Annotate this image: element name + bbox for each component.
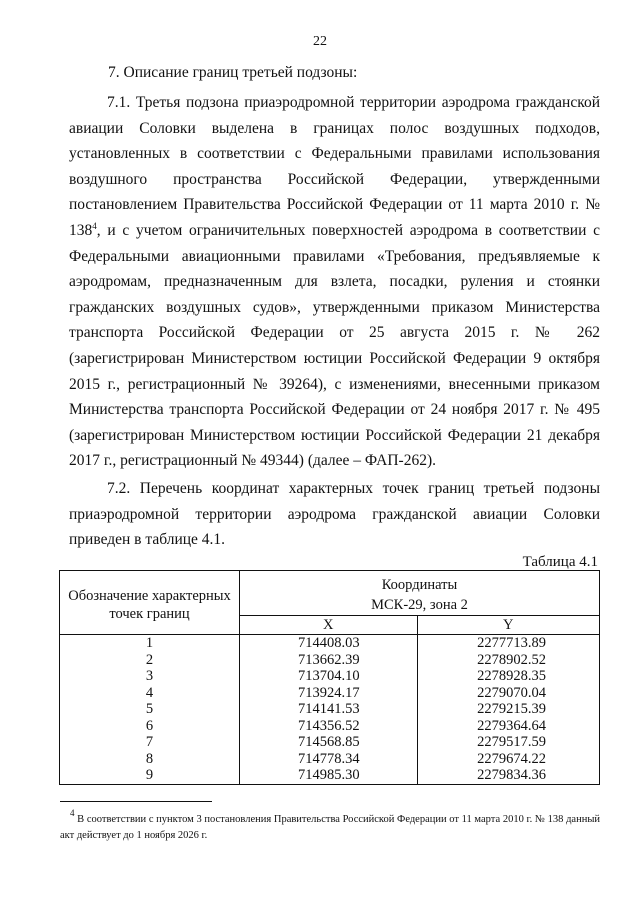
coord-y: 2279070.04 — [417, 685, 599, 702]
coord-y: 2279674.22 — [417, 751, 599, 768]
footnote-text: В соответствии с пунктом 3 постановления Правительства Российской Федерации от 11 марта 2010 г. № 138 данный акт действует до 1 ноября 2026 г. — [60, 814, 600, 841]
coord-x: 714408.03 — [240, 635, 418, 652]
header-coordinates — [240, 571, 600, 616]
paragraph-7-1-text-b: , и с учетом ограничительных поверхностей аэродрома в соответствии с Федеральными авиационными правилами «Требования, предъявляемые к аэродромам, предназначенным для взлета, посадки, руления и стоянки гражданских воздушных судов», утвержденными приказом Министерства транспорта Российской Федерации от 25 августа 2015 г. № 262 (зарегистрирован Министерством юстиции Российской Федерации 9 октября 2015 г., регистрационный № 39264), с изменениями, внесенными приказом Министерства транспорта Российской Федерации от 24 ноября 2017 г. № 495 (зарегистрирован Министерством юстиции Российской Федерации 21 декабря 2017 г., регистрационный № 49344) (далее – ФАП-262). — [69, 221, 600, 470]
header-points: Обозначение характерных точек границ — [60, 571, 240, 635]
section-title: 7. Описание границ третьей подзоны: — [108, 64, 358, 81]
coord-y: 2279364.64 — [417, 718, 599, 735]
table-row — [60, 685, 600, 702]
point-number: 3 — [60, 668, 240, 685]
table-row — [60, 652, 600, 669]
table-row — [60, 701, 600, 718]
coordinates-table — [59, 570, 600, 785]
paragraph-7-1 — [69, 90, 600, 474]
coord-y: 2278928.35 — [417, 668, 599, 685]
table-caption: Таблица 4.1 — [522, 554, 598, 570]
point-number: 8 — [60, 751, 240, 768]
coord-x: 714356.52 — [240, 718, 418, 735]
coord-x: 714141.53 — [240, 701, 418, 718]
footnote — [60, 808, 600, 844]
coord-y: 2277713.89 — [417, 635, 599, 652]
point-number: 9 — [60, 767, 240, 784]
table-row — [60, 635, 600, 652]
point-number: 7 — [60, 734, 240, 751]
coord-x: 713704.10 — [240, 668, 418, 685]
point-number: 6 — [60, 718, 240, 735]
coord-x: 713662.39 — [240, 652, 418, 669]
table-row — [60, 734, 600, 751]
header-coordinates-line2: МСК-29, зона 2 — [371, 597, 468, 613]
coord-y: 2279215.39 — [417, 701, 599, 718]
table-row — [60, 767, 600, 784]
footnote-mark: 4 — [70, 808, 75, 818]
coord-y: 2279834.36 — [417, 767, 599, 784]
paragraph-7-2: 7.2. Перечень координат характерных точек границ третьей подзоны приаэродромной территории аэродрома гражданской авиации Соловки приведен в таблице 4.1. — [69, 480, 600, 549]
point-number: 4 — [60, 685, 240, 702]
coord-x: 714778.34 — [240, 751, 418, 768]
page-number: 22 — [313, 34, 327, 49]
table-row — [60, 668, 600, 685]
header-y: Y — [417, 616, 599, 635]
coord-x: 714568.85 — [240, 734, 418, 751]
coord-x: 714985.30 — [240, 767, 418, 784]
paragraph-7-1-text-a: 7.1. Третья подзона приаэродромной территории аэродрома гражданской авиации Соловки выделена в границах полос воздушных подходов, установленных в соответствии с Федеральными правилами использования воздушного пространства Российской Федерации, утвержденными постановлением Правительства Российской Федерации от 11 марта 2010 г. № 138 — [69, 94, 600, 239]
coord-x: 713924.17 — [240, 685, 418, 702]
footnote-ref[interactable]: 4 — [92, 220, 97, 231]
table-row — [60, 718, 600, 735]
header-x: X — [240, 616, 418, 635]
point-number: 2 — [60, 652, 240, 669]
table-row — [60, 751, 600, 768]
point-number: 1 — [60, 635, 240, 652]
coord-y: 2278902.52 — [417, 652, 599, 669]
coord-y: 2279517.59 — [417, 734, 599, 751]
footnote-separator — [60, 801, 212, 802]
point-number: 5 — [60, 701, 240, 718]
header-coordinates-line1: Координаты — [381, 577, 458, 593]
